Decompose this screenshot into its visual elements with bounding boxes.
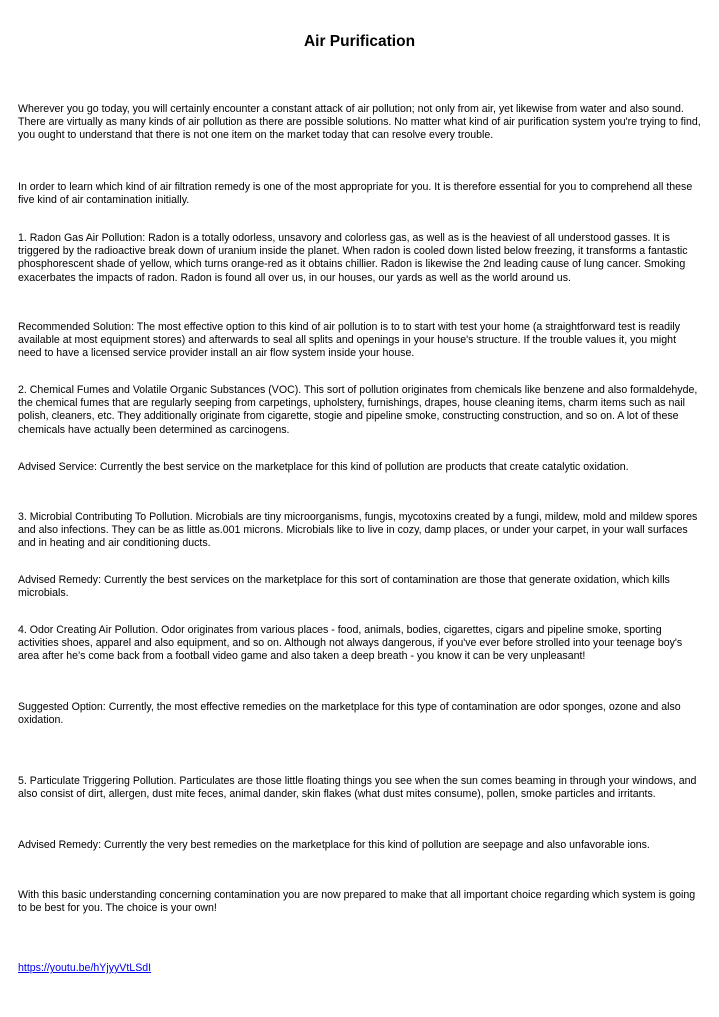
paragraph-intro: Wherever you go today, you will certainly encounter a constant attack of air pollution; not only from air, yet likewise from water and also sound. There are virtually as many kinds of air pollution as there are possible solutions. No matter what kind of air purification system you're trying to find, you ought to understand that there is not one item on the market today that can resolve every trouble. xyxy=(18,103,701,142)
paragraph-radon: 1. Radon Gas Air Pollution: Radon is a totally odorless, unsavory and colorless gas, as well as is the heaviest of all understood gasses. It is triggered by the radioactive break down of uranium inside the planet. When radon is cooled down listed below freezing, it transforms a fantastic phosphorescent shade of yellow, which turns orange-red as it obtains chillier. Radon is likewise the 2nd leading cause of lung cancer. Smoking exacerbates the impacts of radon. Radon is found all over us, in our houses, our yards as well as the world around us. xyxy=(18,232,688,284)
paragraph-particulate: 5. Particulate Triggering Pollution. Particulates are those little floating things you see when the sun comes beaming in through your windows, and also consist of dirt, allergen, dust mite feces, animal dander, skin flakes (what dust mites consume), pollen, smoke particles and irritants. xyxy=(18,775,697,801)
paragraph-particulate-solution: Advised Remedy: Currently the very best remedies on the marketplace for this kind of pollution are seepage and also unfavorable ions. xyxy=(18,839,650,851)
paragraph-conclusion: With this basic understanding concerning contamination you are now prepared to make that all important choice regarding which system is going to be best for you. The choice is your own! xyxy=(18,889,696,915)
youtube-link[interactable]: https://youtu.be/hYjyyVtLSdI xyxy=(18,962,152,974)
page-title: Air Purification xyxy=(303,33,416,50)
paragraph-microbial: 3. Microbial Contributing To Pollution. Microbials are tiny microorganisms, fungis, mycotoxins created by a fungi, mildew, mold and mildew spores and also infections. They can be as little as.001 microns. Microbials like to live in cozy, damp places, or under your carpet, in your wall surfaces and in heating and air conditioning ducts. xyxy=(18,511,698,550)
paragraph-odor: 4. Odor Creating Air Pollution. Odor originates from various places - food, animals, bodies, cigarettes, cigars and pipeline smoke, sporting activities shoes, apparel and also equipment, and so on. Although not always dangerous, if you've ever before strolled into your teenage boy's area after he's come back from a football video game and also taken a deep breath - you know it can be very unpleasant! xyxy=(18,624,683,663)
paragraph-odor-solution: Suggested Option: Currently, the most effective remedies on the marketplace for this type of contamination are odor sponges, ozone and also oxidation. xyxy=(18,701,681,727)
paragraph-radon-solution: Recommended Solution: The most effective option to this kind of air pollution is to to start with test your home (a straightforward test is readily available at most equipment stores) and afterwards to seal all splits and openings in your house's structure. If the trouble values it, you might need to have a licensed service provider install an air flow system inside your house. xyxy=(18,321,681,360)
paragraph-overview: In order to learn which kind of air filtration remedy is one of the most appropriate for you. It is therefore essential for you to comprehend all these five kind of air contamination initially. xyxy=(18,181,693,207)
paragraph-chemical-solution: Advised Service: Currently the best service on the marketplace for this kind of pollution are products that create catalytic oxidation. xyxy=(18,461,629,473)
paragraph-microbial-solution: Advised Remedy: Currently the best services on the marketplace for this sort of contamination are those that generate oxidation, which kills microbials. xyxy=(18,574,670,600)
paragraph-chemical-fumes: 2. Chemical Fumes and Volatile Organic Substances (VOC). This sort of pollution originates from chemicals like benzene and also formaldehyde, the chemical fumes that are regularly seeping from carpetings, upholstery, furnishings, drapes, house cleaning items, charm items such as nail polish, cleaners, etc. They additionally originate from cigarette, stogie and pipeline smoke, constructing construction, and so on. A lot of these chemicals have actually been determined as carcinogens. xyxy=(18,384,698,436)
